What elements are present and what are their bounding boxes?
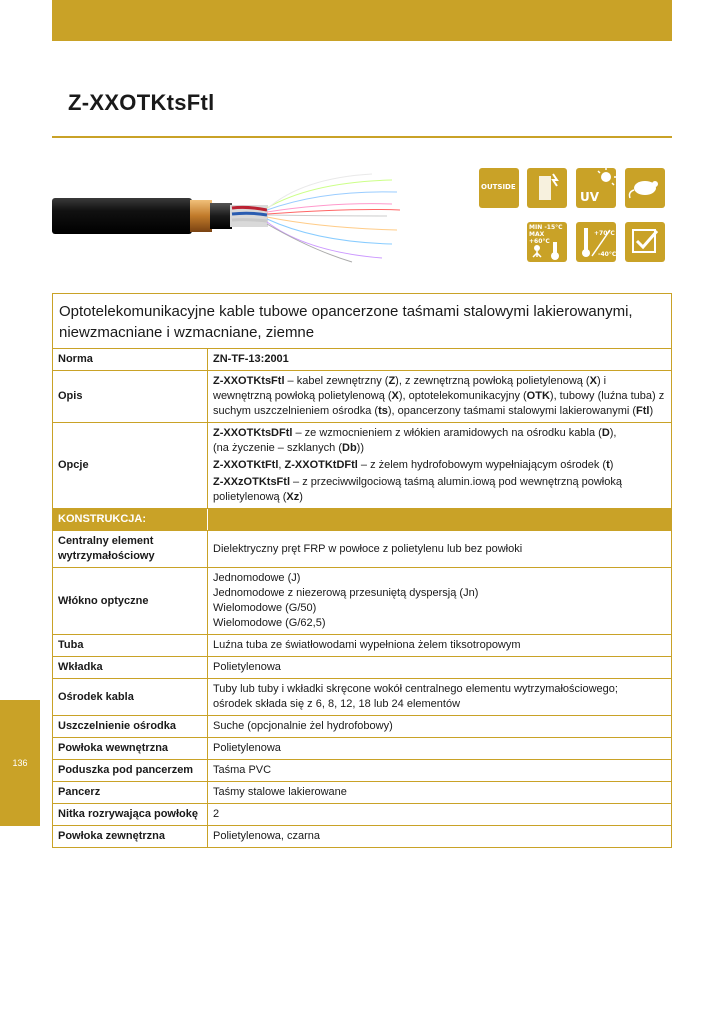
opcje-option-1: Z-XXOTKtsDFtl – ze wzmocnieniem z włókien aramidowych na ośrodku kabla (D), (na życzenie – szklanych (Db)) bbox=[213, 427, 617, 454]
cable-image bbox=[52, 172, 402, 264]
table-row bbox=[53, 782, 671, 804]
optical-fibers bbox=[267, 174, 400, 262]
row-label: Opis bbox=[53, 371, 208, 422]
row-label: Powłoka wewnętrzna bbox=[53, 738, 208, 759]
row-label: Pancerz bbox=[53, 782, 208, 803]
outside-icon: OUTSIDE bbox=[479, 168, 519, 208]
row-label: Uszczelnienie ośrodka bbox=[53, 716, 208, 737]
installation-temperature-icon: MIN -15°C MAX +60°C bbox=[527, 222, 567, 262]
table-row bbox=[53, 738, 671, 760]
row-label: Norma bbox=[53, 349, 208, 370]
row-label: Włókno optyczne bbox=[53, 568, 208, 634]
table-row bbox=[53, 679, 671, 716]
row-value: Wielomodowe (G/50) bbox=[213, 602, 317, 614]
page-title: Z-XXOTKtsFtl bbox=[68, 90, 215, 115]
inner-sheath bbox=[210, 203, 232, 229]
page-number: 136 bbox=[12, 758, 28, 768]
outer-jacket bbox=[52, 198, 192, 234]
uv-icon: UV bbox=[576, 168, 616, 208]
row-value: Jednomodowe (J) bbox=[213, 572, 301, 584]
top-header-bar bbox=[52, 0, 672, 41]
section-header-konstrukcja bbox=[53, 509, 671, 531]
row-value: Taśmy stalowe lakierowane bbox=[213, 786, 347, 798]
opcje-option-2: Z-XXOTKtFtl, Z-XXOTKtDFtl – z żelem hydrofobowym wypełniającym ośrodek (t) bbox=[213, 459, 614, 471]
table-row bbox=[53, 804, 671, 826]
spec-table bbox=[52, 293, 672, 848]
row-value: 2 bbox=[213, 808, 220, 820]
row-value: Luźna tuba ze światłowodami wypełniona żelem tiksotropowym bbox=[213, 639, 521, 651]
steel-tape-armor bbox=[190, 200, 212, 232]
property-icons bbox=[479, 168, 669, 264]
row-value: ośrodek składa się z 6, 8, 12, 18 lub 24 elementów bbox=[213, 698, 461, 710]
row-value: ZN-TF-13:2001 bbox=[213, 353, 289, 365]
row-label: Opcje bbox=[53, 423, 208, 508]
table-row bbox=[53, 531, 671, 568]
opis-text: Z-XXOTKtsFtl – kabel zewnętrzny (Z), z zewnętrzną powłoką polietylenową (X) i wewnętrzną powłoką polietylenową (X), optotelekomunikacyjny (OTK), tubowy (luźna tuba) z suchym uszczelnieniem ośrodka (ts), opancerzony taśmami stalowymi lakierowanymi (Ftl) bbox=[213, 375, 665, 417]
row-label: Centralny element wytrzymałościowy bbox=[53, 531, 208, 567]
row-label: Wkładka bbox=[53, 657, 208, 678]
row-value: Dielektryczny pręt FRP w powłoce z polietylenu lub bez powłoki bbox=[213, 542, 523, 555]
installation-icon bbox=[527, 168, 567, 208]
rodent-protection-icon bbox=[625, 168, 665, 208]
table-heading: Optotelekomunikacyjne kable tubowe opancerzone taśmami stalowymi lakierowanymi, niewzmacniane i wzmacniane, ziemne bbox=[53, 294, 671, 349]
table-row bbox=[53, 760, 671, 782]
row-label: Poduszka pod pancerzem bbox=[53, 760, 208, 781]
row-label: Tuba bbox=[53, 635, 208, 656]
row-value: Polietylenowa, czarna bbox=[213, 830, 321, 842]
section-label: KONSTRUKCJA: bbox=[53, 509, 208, 530]
opcje-option-3: Z-XXzOTKtsFtl – z przeciwwilgociową taśmą alumin.iową pod wewnętrzną powłoką polietylenową (Xz) bbox=[213, 476, 622, 503]
row-value: Jednomodowe z niezerową przesuniętą dyspersją (Jn) bbox=[213, 587, 479, 599]
operating-temperature-icon: +70°C -40°C bbox=[576, 222, 616, 262]
row-value: Tuby lub tuby i wkładki skręcone wokół centralnego elementu wytrzymałościowego; bbox=[213, 683, 618, 695]
title-divider bbox=[52, 136, 672, 138]
row-value: Taśma PVC bbox=[213, 764, 272, 776]
row-label: Powłoka zewnętrzna bbox=[53, 826, 208, 847]
row-label: Ośrodek kabla bbox=[53, 679, 208, 715]
certified-checkmark-icon bbox=[625, 222, 665, 262]
table-row bbox=[53, 568, 671, 635]
row-value: Suche (opcjonalnie żel hydrofobowy) bbox=[213, 720, 393, 732]
table-row bbox=[53, 716, 671, 738]
table-row bbox=[53, 826, 671, 847]
table-row-opcje bbox=[53, 423, 671, 509]
row-value: Polietylenowa bbox=[213, 742, 281, 754]
table-row bbox=[53, 657, 671, 679]
row-value: Polietylenowa bbox=[213, 661, 281, 673]
table-row-opis bbox=[53, 371, 671, 423]
row-label: Nitka rozrywająca powłokę bbox=[53, 804, 208, 825]
row-value: Wielomodowe (G/62,5) bbox=[213, 617, 326, 629]
table-row-norma bbox=[53, 349, 671, 371]
construction-rows bbox=[53, 531, 671, 847]
table-row bbox=[53, 635, 671, 657]
